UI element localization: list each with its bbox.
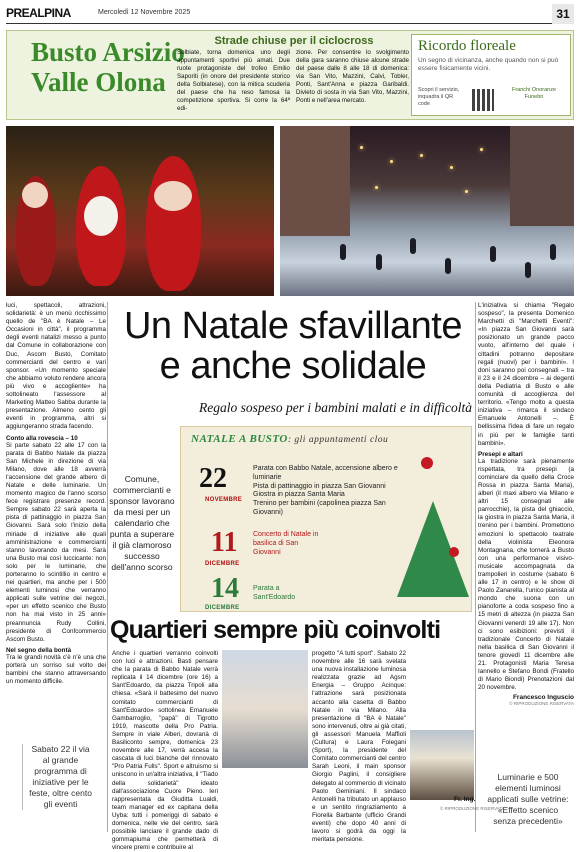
santa-figure-2: [146, 156, 201, 291]
skater: [525, 262, 531, 278]
santa-face: [154, 181, 192, 211]
event-desc: Parata a Sant'Edoardo: [253, 585, 296, 601]
goodness-text: Tra le grandi novità c'è n'è una che porterà un sorriso sul volto dei bambini che stanno attraversando un momento difficile.: [6, 653, 106, 686]
subhead-presepi: Presepi e altari: [478, 450, 523, 458]
calendar-header-sub: : gli appuntamenti clou: [287, 435, 389, 445]
page-number: 31: [552, 4, 574, 24]
subhead-countdown: Conto alla rovescia – 10: [6, 434, 78, 442]
newspaper-logo: PREALPINA: [6, 6, 71, 20]
light-icon: [480, 148, 483, 151]
right-column: [478, 302, 574, 706]
event-month: NOVEMBRE: [205, 497, 243, 503]
event-day: 11: [211, 527, 238, 558]
calendar-header-main: NATALE A BUSTO: [191, 433, 288, 445]
advertisement[interactable]: [411, 34, 571, 116]
copyright-2: © RIPRODUZIONE RISERVATA: [440, 806, 505, 811]
city-line-1: Busto Arsizio: [31, 37, 185, 67]
light-icon: [465, 190, 468, 193]
ad-logo: Franchi Onoranze Funebri: [511, 87, 557, 100]
headline-deck: Regalo sospeso per i bambini malati e in difficoltà: [199, 400, 472, 415]
photo-santa-parade: [6, 126, 274, 296]
brief-title: Strade chiuse per il ciclocross: [214, 35, 374, 47]
quote-box: Comune, commercianti e sponsor lavorano da mesi per un calendario che punta a superare il già clamoroso successo dell'anno scorso: [109, 474, 175, 572]
event-month: DICEMBRE: [205, 561, 240, 567]
pullquote-left: Sabato 22 il via al grande programma di iniziative per le feste, oltre cento gli eventi: [22, 744, 94, 810]
issue-date: Mercoledì 12 Novembre 2025: [98, 9, 191, 16]
skater: [550, 244, 556, 260]
skater: [490, 246, 496, 262]
santa-beard: [84, 196, 118, 236]
countdown-text: Si parte sabato 22 alle 17 con la parata di Babbo Natale da piazza San Michele in direzione di via Milano, dove alle 18 avverrà l'accensione del grande albero di Natale e delle luminarie. Un momento magico de l'anno scorso fece registrare presenze record. Sempre sabato 22 sarà aperta la pista di pattinaggio in piazza San Giovanni. Sarà solo l'inizio della miriade di iniziative alle quali amministrazione e commercianti stanno lavorando da mesi. Sarà una Busto mai così luccicante: non solo per le luminarie, che porteranno lo scintillio in centro e nei quartieri, ma anche per i 500 elementi luminosi che verranno applicati sulle vetrine dei negozi, «per un effetto scenico che Busto non ha mai visto in 25 anni» preannuncia Rudy Collini, presidente di Confcommercio Ascom Busto.: [6, 441, 106, 643]
author-signature: Francesco Inguscio: [512, 694, 574, 702]
brief-col-2: zione. Per consentire lo svolgimento della gara saranno chiuse alcune strade del paese dalle 8 alle 18 di domenica: via San Vito, Mazzini, Calvi, Tobler, Ponti, Sant'Anna e piazza Garibaldi. Divieto di sosta in via San Vito, Mazzini, Ponti e nell'area mercato.: [296, 49, 409, 104]
main-headline: Un Natale sfavillante e anche solidale: [123, 305, 462, 387]
pullquote-right: Luminarie e 500 elementi luminosi applicati sulle vetrine: «Effetto scenico senza precedenti»: [487, 772, 569, 826]
brief-body: [177, 49, 409, 113]
section-banner: [6, 30, 574, 120]
intro-text: luci, spettacoli, attrazioni, solidarietà: è un menù ricchissimo quello de "BA è Natale – Le Occasioni in città", il programma degli eventi natalizi messo a punto dal Comune in collaborazione con Duc, Ascom Busto, Comitato commercianti del centro e vari sponsor. «Un momento speciale che abbiamo voluto rendere ancora più vivo e accogliente» ha sottolineato l'assessore al Marketing Matteo Sabba durante la presentazione. Almeno cento gli eventi in programma, altri si aggiungeranno strada facendo.: [6, 302, 106, 431]
divider: [475, 302, 476, 832]
qr-code-icon[interactable]: [472, 89, 494, 111]
event-desc: Parata con Babbo Natale, accensione albero e luminarie Pista di pattinaggio in piazza San Giovanni Giostra in piazza Santa Maria Trenino per bambini (capolinea piazza San Giovanni): [253, 465, 398, 516]
light-icon: [450, 166, 453, 169]
event-month: DICEMBRE: [205, 605, 240, 611]
masthead: [6, 6, 574, 24]
presepi-text: La tradizione sarà pienamente rispettata, tra presepi (a cominciare da quello della Croce Rossa in piazza Santa Maria), alberi (il maxi albero via Milano e altri 15 consegnati alle parrocchie), la pista del ghiaccio, la giostra in piazza Santa Maria, il trenino per i bambini. Promettono emozioni lo spettacolo teatrale della violinista Eleonora Montagnana, che tornerà a Busto con una performance visivo-musicale accompagnata da trampolieri in costume (sabato 6 alle 17 in centro) e le show di Paolo Zanarella, l'unico pianista al mondo che suona con un pianoforte a coda sospeso fino a 15 metri di altezza (in piazza San Giovanni venerdì 19 alle 17). Non ci sono esibizioni: previsti il tradizionale Concerto di Natale nella basilica di San Giovanni il tenore giovedì 11 dicembre alle 21. Protagonisti Maria Teresa Iannello e Stefano Bondi (Fratello di Mario Biondi) Prenotazioni dal 20 novembre.: [478, 457, 574, 692]
photo-ice-rink: [280, 126, 574, 296]
author-signature-2: Fr. Ing.: [454, 796, 476, 803]
light-icon: [390, 160, 393, 163]
gift-text: L'iniziativa si chiama "Regalo sospeso", la presenta Domenico Marchetti di "Marchetti Eventi": «In piazza San Giovanni sarà posizionato un grande pacco vuoto, all'interno del quale i cittadini potranno depositare regali (nuovi) per i bambini». I doni saranno poi consegnati – tra il 23 e il 24 dicembre – ai degenti della Pediatria di Busto e alle comunità di accoglienza del territorio. «Tengo molto a questa iniziativa – rimarca il sindaco Emanuele Antonelli –. È bellissima l'idea di fare un regalo in più per le famiglie tanti bambini».: [478, 302, 574, 447]
copyright: © RIPRODUZIONE RISERVATA: [509, 701, 574, 707]
event-day: 14: [211, 573, 239, 604]
left-column: [6, 302, 106, 686]
secondary-headline: Quartieri sempre più coinvolti: [110, 616, 441, 644]
ad-cta: Scopri il servizio, inquadra il QR code: [418, 87, 460, 107]
building-right: [510, 126, 574, 226]
quarters-text-col1: Anche i quartieri verranno coinvolti con luci e attrazioni. Basti pensare che la parata di Babbo Natale verrà replicata il 14 dicembre (ore 16) a Sant'Edoardo, da piazza Tripoli alla chiesa. «Sarà il battesimo del nuovo comitato commercianti di Sant'Edoardo» sottolinea Emanuele Gambarroglio, "papà" di Tigrotto 1919, mascotte della Pro Patria. Sempre in viale Alberi, dovranà di Basiliconto sempre, domenica 23 novembre alle 17, verrà accesa la cascata di luci bianche del rinnovato "Pro Patria Fulls". Sport e altruismo si uniscono in un'altra iniziativa, il "Tiado della solidarietà" ideato dall'associazione Cuore Pieno. Ieri rappresentata da Giuditta Lualdi, team manager ed ex capitana della Uyba: tutti i pomeriggi di sabato e domenica, nelle vie del centro, sarà possibile lanciare il grande dado di gommapiuma che permetterà di vincere premi e contribuire al: [112, 650, 218, 852]
ad-title: Ricordo floreale: [418, 38, 516, 54]
light-icon: [360, 146, 363, 149]
skater: [445, 258, 451, 274]
event-day: 22: [199, 463, 227, 494]
skater: [410, 238, 416, 254]
calendar-header: [191, 433, 388, 445]
light-icon: [420, 154, 423, 157]
skater: [340, 244, 346, 260]
building-left: [280, 126, 350, 236]
photo-church-square: [222, 650, 308, 768]
ad-subtitle: Un segno di vicinanza, anche quando non si può essere fisicamente vicini.: [418, 57, 559, 72]
ornament-icon: [449, 547, 459, 557]
elf-face: [22, 182, 48, 208]
city-line-2: Valle Olona: [31, 67, 166, 97]
subhead-goodness: Nel segno della bontà: [6, 646, 72, 654]
quarters-text-col2: progetto "A tutti sport". Sabato 22 novembre alle 16 sarà svelata una nuova installazione luminosa realizzata grazie ad Agsm Energia – Gruppo Acinque: l'attrazione sarà posizionata accanto alla casetta di Babbo Natale in via Milano. Alla presentazione di "BA è Natale" sono intervenuti, oltre ai già citati, gli assessori Manuela Maffioli (Cultura) e Laura Folegani (Sport), la presidente del Comitato commercianti del centro Sarah Leoni, il main sponsor Giorgio Paglini, il consigliere delegato al commercio di vicinato Paolo Geminiani. Il sindaco Antonelli ha tributato un applauso e un sentito ringraziamento a Fiorella Barbante (ufficio Grandi eventi) che dopo 40 anni di lavoro si godrà da oggi la meritata pensione.: [312, 650, 406, 844]
ornament-icon: [421, 457, 433, 469]
brief-col-1: Solbiate, torna domenica uno degli appuntamenti sportivi più amati. Due ruote protagoniste del trofeo Emilio Saporiti (in onore del presidente storico della Solbiatese), con la mitica scuderia del paese che ha reso famosa la competizione sportiva. Si corre la 64ª edi-: [177, 49, 290, 112]
skater: [376, 254, 382, 270]
light-icon: [375, 186, 378, 189]
photo-group: [410, 730, 474, 800]
section-city-title: [31, 37, 185, 97]
events-calendar: [180, 426, 472, 612]
event-desc: Concerto di Natale in basilica di San Giovanni: [253, 531, 319, 556]
